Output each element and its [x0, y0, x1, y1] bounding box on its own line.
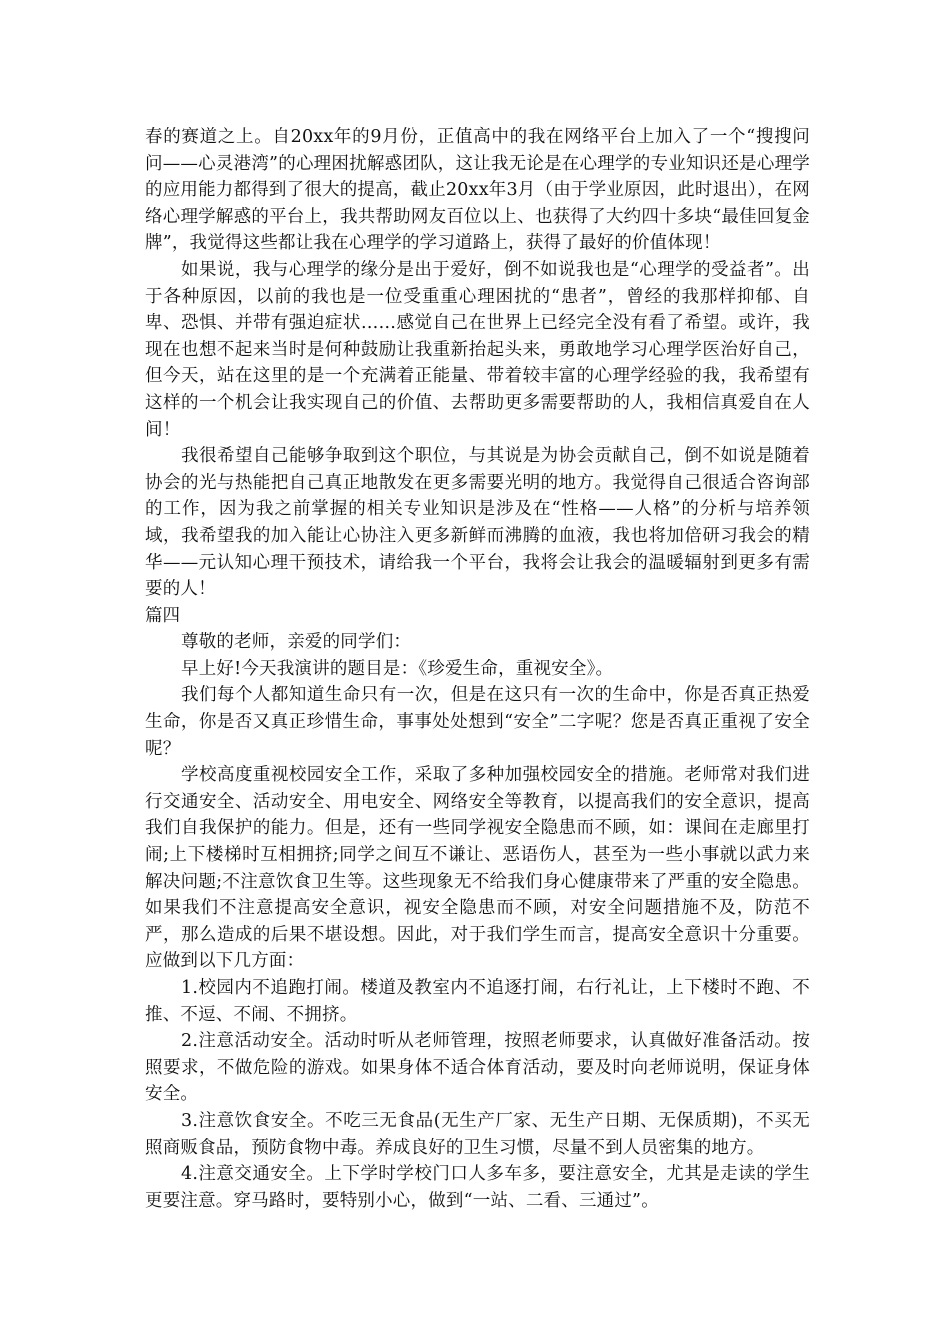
list-item: 4.注意交通安全。上下学时学校门口人多车多，要注意安全，尤其是走读的学生更要注意。穿马路时，要特别小心，做到“一站、二看、三通过”。 — [145, 1164, 810, 1211]
paragraph: 我们每个人都知道生命只有一次，但是在这只有一次的生命中，你是否真正热爱生命，你是否又真正珍惜生命，事事处处想到“安全”二字呢？您是否真正重视了安全呢？ — [145, 685, 810, 759]
paragraph: 如果说，我与心理学的缘分是出于爱好，倒不如说我也是“心理学的受益者”。出于各种原因，以前的我也是一位受重重心理困扰的“患者”，曾经的我那样抑郁、自卑、恐惧、并带有强迫症状……感觉自己在世界上已经完全没有看了希望。或许，我现在也想不起来当时是何种鼓励让我重新抬起头来，勇敢地学习心理学医治好自己，但今天，站在这里的是一个充满着正能量、带着较丰富的心理学经验的我，我希望有这样的一个机会让我实现自己的价值、去帮助更多需要帮助的人，我相信真爱自在人间！ — [145, 259, 810, 440]
list-item: 1.校园内不追跑打闹。楼道及教室内不追逐打闹，右行礼让，上下楼时不跑、不推、不逗、不闹、不拥挤。 — [145, 978, 810, 1025]
list-item: 3.注意饮食安全。不吃三无食品(无生产厂家、无生产日期、无保质期)，不买无照商贩食品，预防食物中毒。养成良好的卫生习惯，尽量不到人员密集的地方。 — [145, 1110, 810, 1158]
salutation: 尊敬的老师，亲爱的同学们： — [181, 632, 412, 653]
section-title: 篇四 — [145, 605, 180, 626]
greeting: 早上好!今天我演讲的题目是：《珍爱生命，重视安全》。 — [181, 658, 614, 679]
paragraph: 学校高度重视校园安全工作，采取了多种加强校园安全的措施。老师常对我们进行交通安全、活动安全、用电安全、网络安全等教育，以提高我们的安全意识，提高我们自我保护的能力。但是，还有一些同学视安全隐患而不顾，如：课间在走廊里打闹;上下楼梯时互相拥挤;同学之间互不谦让、恶语伤人，甚至为一些小事就以武力来解决问题;不注意饮食卫生等。这些现象无不给我们身心健康带来了严重的安全隐患。如果我们不注意提高安全意识，视安全隐患而不顾，对安全问题措施不及，防范不严，那么造成的后果不堪设想。因此，对于我们学生而言，提高安全意识十分重要。应做到以下几方面： — [145, 765, 810, 972]
paragraph: 春的赛道之上。自20xx年的9月份，正值高中的我在网络平台上加入了一个“搜搜问问——心灵港湾”的心理困扰解惑团队，这让我无论是在心理学的专业知识还是心理学的应用能力都得到了很大的提高，截止20xx年3月（由于学业原因，此时退出），在网络心理学解惑的平台上，我共帮助网友百位以上、也获得了大约四十多块“最佳回复金牌”，我觉得这些都让我在心理学的学习道路上，获得了最好的价值体现！ — [145, 127, 810, 254]
paragraph: 我很希望自己能够争取到这个职位，与其说是为协会贡献自己，倒不如说是随着协会的光与热能把自己真正地散发在更多需要光明的地方。我觉得自己很适合咨询部的工作，因为我之前掌握的相关专业知识是涉及在“性格——人格”的分析与培养领域，我希望我的加入能让心协注入更多新鲜而沸腾的血液，我也将加倍研习我会的精华——元认知心理干预技术，请给我一个平台，我将会让我会的温暖辐射到更多有需要的人！ — [145, 446, 810, 600]
document-page — [145, 124, 810, 1214]
list-item: 2.注意活动安全。活动时听从老师管理，按照老师要求，认真做好准备活动。按照要求，不做危险的游戏。如果身体不适合体育活动，要及时向老师说明，保证身体安全。 — [145, 1031, 810, 1105]
